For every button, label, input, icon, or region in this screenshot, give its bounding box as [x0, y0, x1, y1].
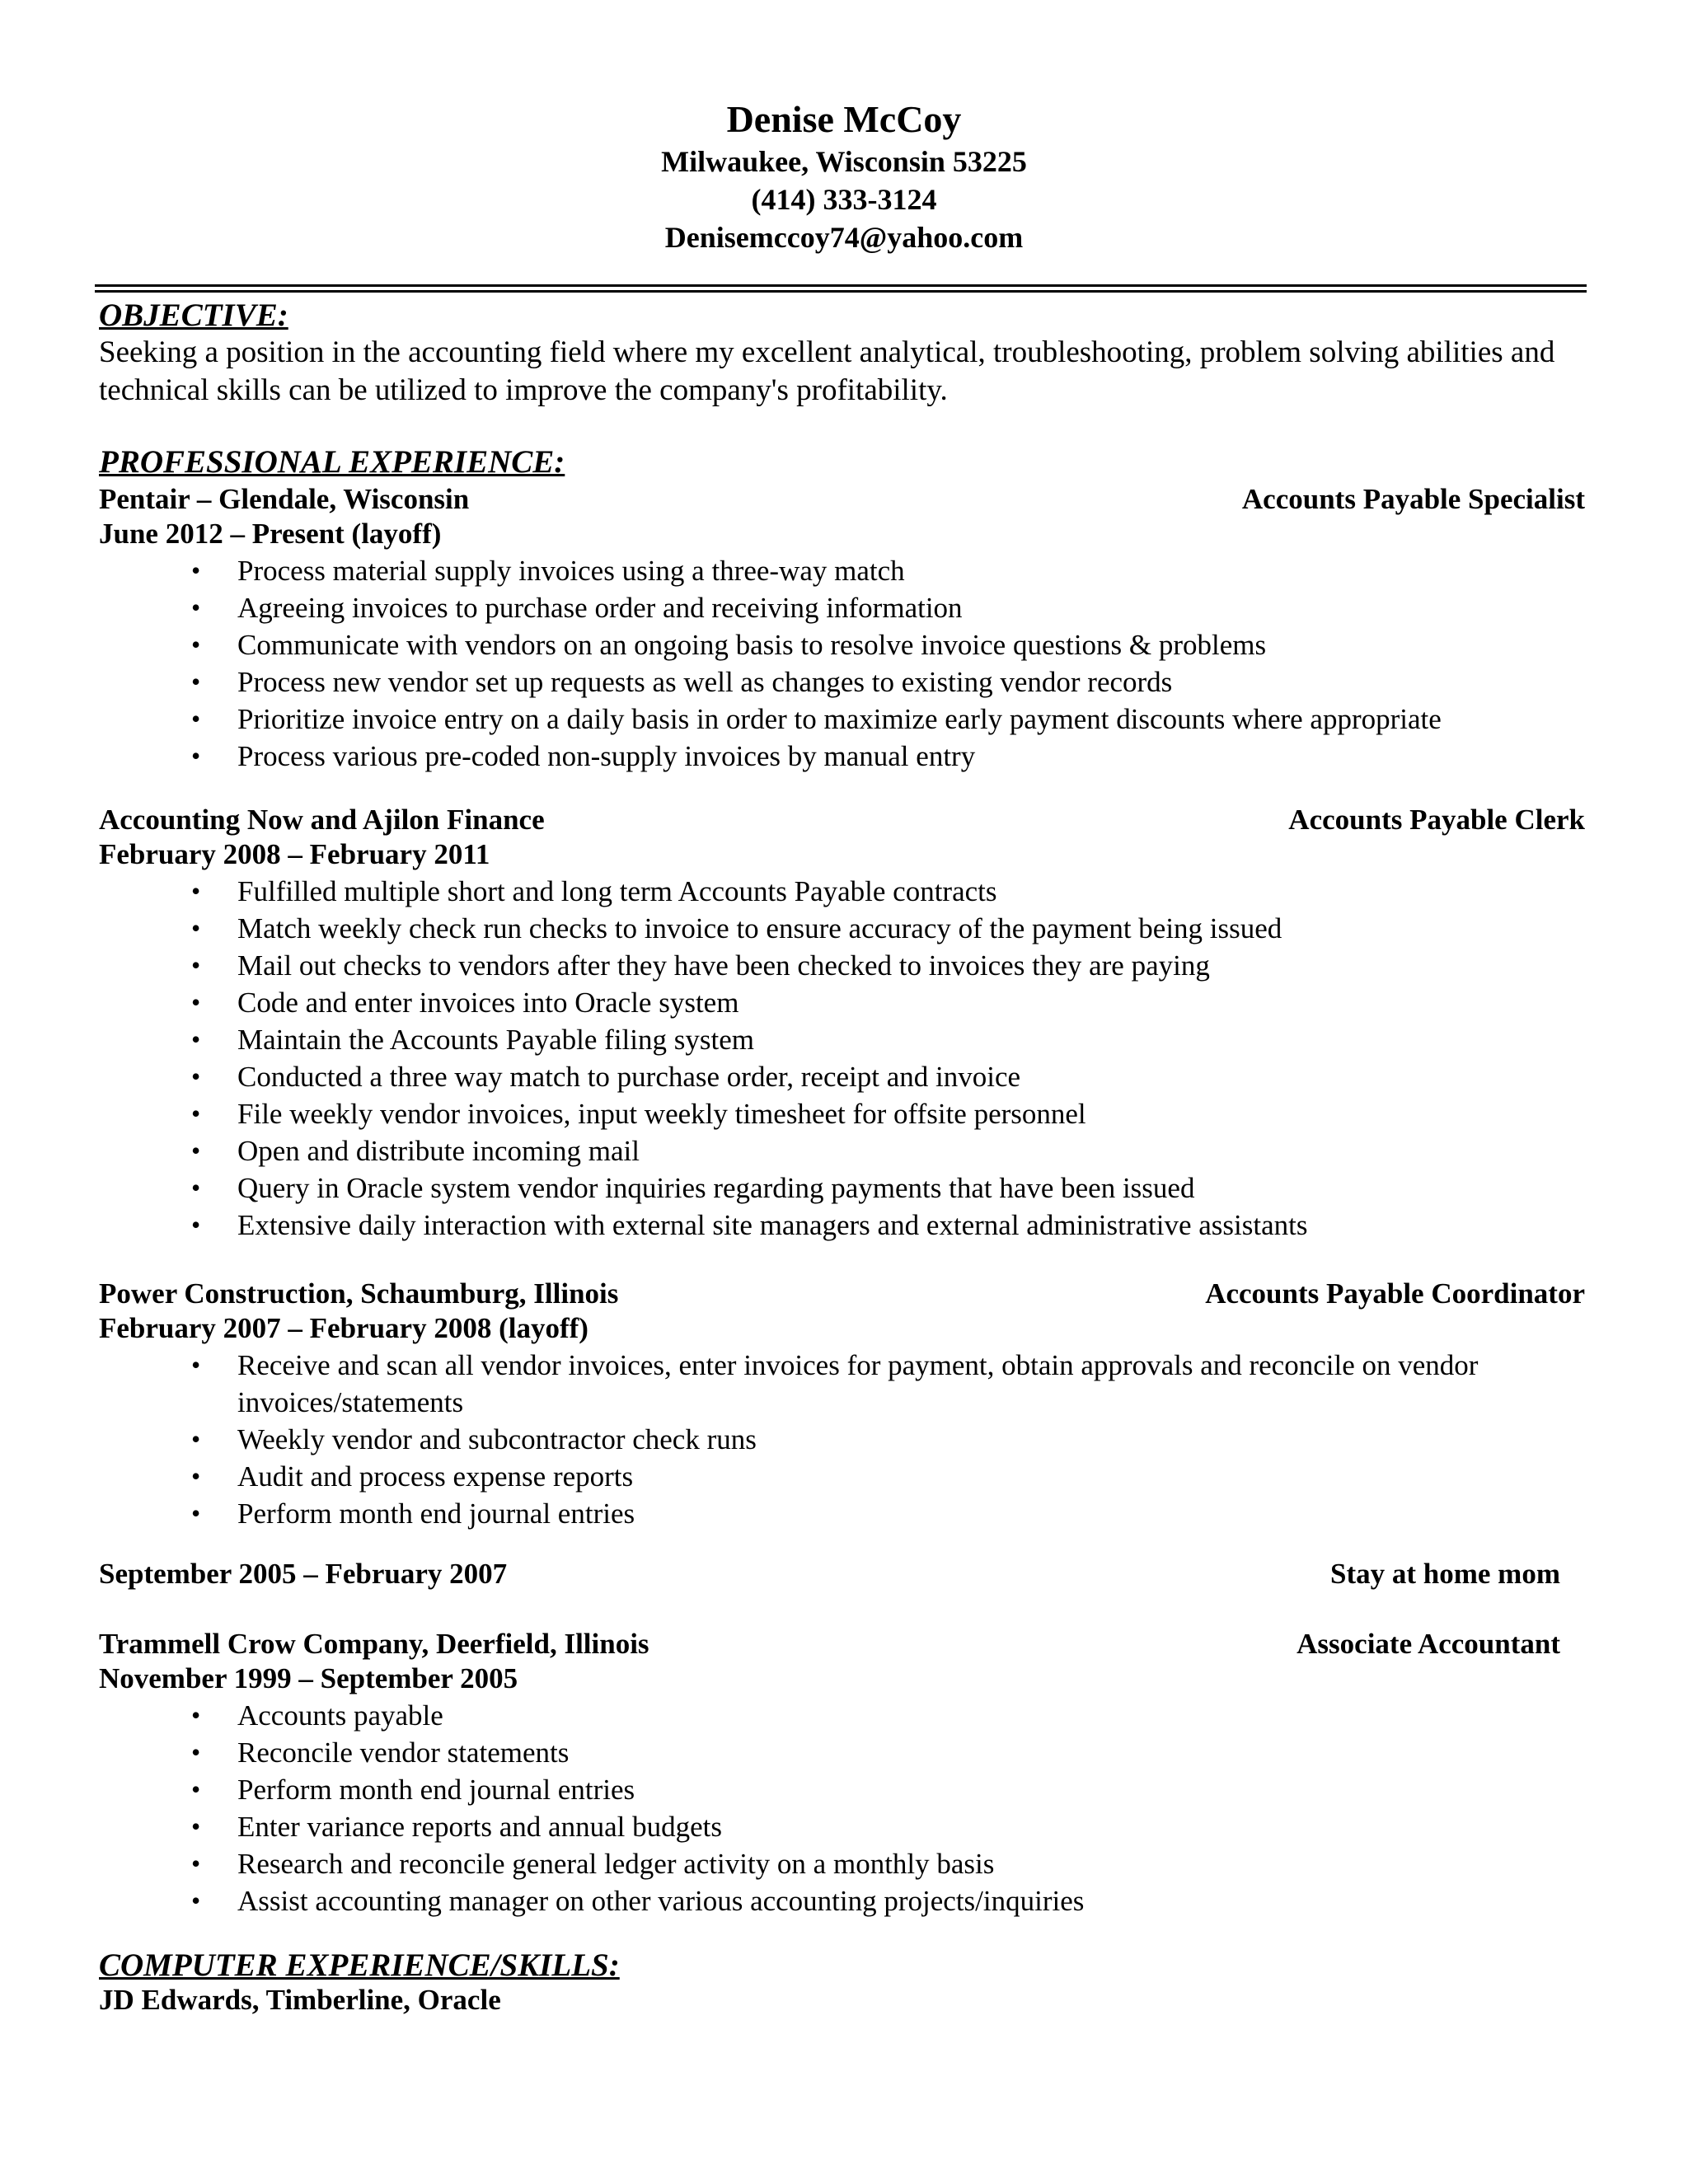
job-role: Accounts Payable Coordinator — [1205, 1277, 1585, 1310]
list-item: • Conducted a three way match to purchase order, receipt and invoice — [99, 1058, 1639, 1095]
list-item: • Communicate with vendors on an ongoing basis to resolve invoice questions & problems — [99, 626, 1639, 663]
list-item: • Perform month end journal entries — [99, 1771, 1639, 1808]
skills-list: JD Edwards, Timberline, Oracle — [99, 1984, 501, 2016]
job-dates: June 2012 – Present (layoff) — [99, 518, 442, 550]
list-item: • Audit and process expense reports — [99, 1458, 1639, 1495]
skills-heading: COMPUTER EXPERIENCE/SKILLS: — [99, 1947, 620, 1983]
list-item: • Research and reconcile general ledger activity on a monthly basis — [99, 1845, 1639, 1882]
experience-heading: PROFESSIONAL EXPERIENCE: — [99, 444, 565, 480]
job-dates: February 2007 – February 2008 (layoff) — [99, 1312, 588, 1344]
employment-gap-dates: September 2005 – February 2007 — [99, 1558, 508, 1590]
job-role: Accounts Payable Clerk — [1288, 804, 1585, 836]
list-item: • Enter variance reports and annual budgets — [99, 1808, 1639, 1845]
job-duties-list — [99, 1347, 1639, 1532]
job-company: Trammell Crow Company, Deerfield, Illinois — [99, 1628, 649, 1660]
objective-text: Seeking a position in the accounting field where my excellent analytical, troubleshooting, problem solving abilities and technical skills can be utilized to improve the company's profitability. — [99, 335, 1555, 407]
job-dates: February 2008 – February 2011 — [99, 838, 490, 870]
list-item: • Extensive daily interaction with external site managers and external administrative assistants — [99, 1207, 1639, 1244]
job-dates: November 1999 – September 2005 — [99, 1662, 518, 1694]
list-item: • Receive and scan all vendor invoices, enter invoices for payment, obtain approvals and reconcile on vendor invoices/statements — [99, 1347, 1639, 1421]
candidate-name: Denise McCoy — [726, 98, 962, 140]
candidate-email: Denisemccoy74@yahoo.com — [664, 221, 1024, 254]
job-duties-list — [99, 873, 1639, 1244]
list-item: • Perform month end journal entries — [99, 1495, 1639, 1532]
list-item: • Open and distribute incoming mail — [99, 1132, 1639, 1169]
list-item: • Match weekly check run checks to invoice to ensure accuracy of the payment being issued — [99, 910, 1639, 947]
candidate-location: Milwaukee, Wisconsin 53225 — [661, 145, 1027, 178]
list-item: • Reconcile vendor statements — [99, 1734, 1639, 1771]
job-duties-list — [99, 552, 1639, 775]
list-item: • Weekly vendor and subcontractor check runs — [99, 1421, 1639, 1458]
list-item: • Maintain the Accounts Payable filing system — [99, 1021, 1639, 1058]
list-item: • Process material supply invoices using a three-way match — [99, 552, 1639, 589]
job-role: Accounts Payable Specialist — [1241, 483, 1585, 515]
job-role: Associate Accountant — [1296, 1628, 1560, 1660]
header-divider-top — [95, 284, 1587, 287]
list-item: • Prioritize invoice entry on a daily basis in order to maximize early payment discounts where appropriate — [99, 701, 1639, 738]
list-item: • Assist accounting manager on other various accounting projects/inquiries — [99, 1882, 1639, 1919]
objective-heading: OBJECTIVE: — [99, 298, 288, 333]
job-company: Pentair – Glendale, Wisconsin — [99, 483, 470, 515]
list-item: • File weekly vendor invoices, input weekly timesheet for offsite personnel — [99, 1095, 1639, 1132]
list-item: • Accounts payable — [99, 1697, 1639, 1734]
list-item: • Query in Oracle system vendor inquiries regarding payments that have been issued — [99, 1169, 1639, 1207]
list-item: • Process various pre-coded non-supply invoices by manual entry — [99, 738, 1639, 775]
list-item: • Fulfilled multiple short and long term Accounts Payable contracts — [99, 873, 1639, 910]
candidate-phone: (414) 333-3124 — [751, 183, 937, 216]
list-item: • Agreeing invoices to purchase order and receiving information — [99, 589, 1639, 626]
job-duties-list — [99, 1697, 1639, 1919]
list-item: • Process new vendor set up requests as well as changes to existing vendor records — [99, 663, 1639, 701]
employment-gap-role: Stay at home mom — [1330, 1558, 1560, 1590]
header-divider-bottom — [95, 290, 1587, 293]
list-item: • Mail out checks to vendors after they have been checked to invoices they are paying — [99, 947, 1639, 984]
job-company: Power Construction, Schaumburg, Illinois — [99, 1277, 619, 1310]
job-company: Accounting Now and Ajilon Finance — [99, 804, 545, 836]
list-item: • Code and enter invoices into Oracle system — [99, 984, 1639, 1021]
